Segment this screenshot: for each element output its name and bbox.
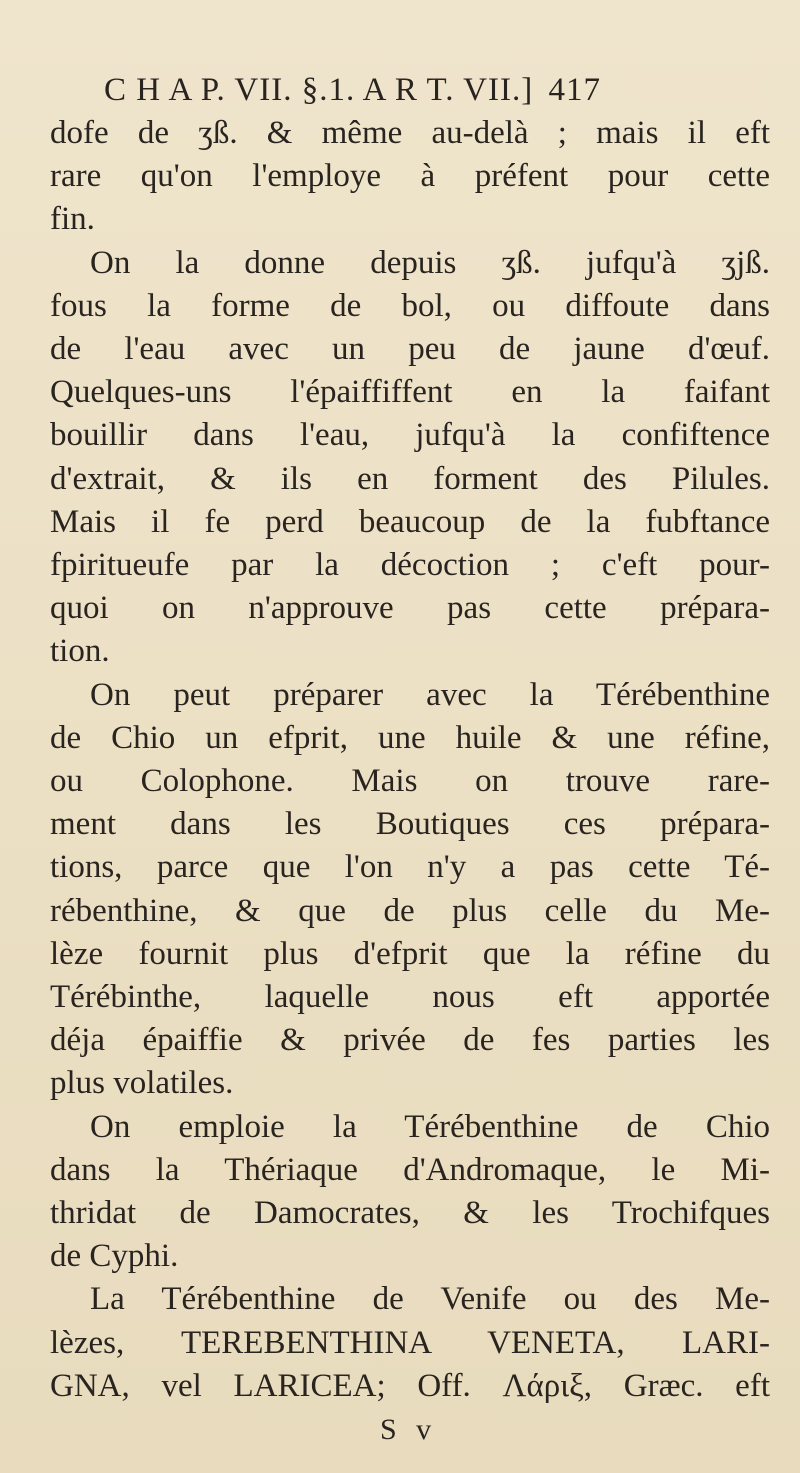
signature-mark: S v: [380, 1413, 438, 1447]
text-line: d'extrait, & ils en forment des Pilules.: [50, 460, 770, 497]
running-header: [50, 68, 770, 112]
text-line: déja épaiffie & privée de fes parties les: [50, 1022, 770, 1059]
text-line: ment dans les Boutiques ces prépara-: [50, 806, 770, 843]
text-line: tions, parce que l'on n'y a pas cette Té-: [50, 849, 770, 886]
text-line: fpiritueufe par la décoction ; c'eft pour-: [50, 547, 770, 584]
text-line: bouillir dans l'eau, jufqu'à la confiftence: [50, 417, 770, 454]
text-line: de l'eau avec un peu de jaune d'œuf.: [50, 331, 770, 368]
text-line: thridat de Damocrates, & les Trochifques: [50, 1195, 770, 1232]
text-line: de Cyphi.: [50, 1238, 179, 1275]
text-line: plus volatiles.: [50, 1065, 234, 1102]
text-line: La Térébenthine de Venife ou des Me-: [90, 1281, 770, 1318]
text-line: GNA, vel LARICEA; Off. Λάριξ, Græc. eft: [50, 1367, 770, 1404]
text-line: quoi on n'approuve pas cette prépara-: [50, 590, 770, 627]
text-line: ou Colophone. Mais on trouve rare-: [50, 763, 770, 800]
text-line: fous la forme de bol, ou diffoute dans: [50, 287, 770, 324]
text-line: On la donne depuis ʒß. jufqu'à ʒjß.: [90, 244, 770, 281]
text-line: On peut préparer avec la Térébenthine: [90, 676, 770, 713]
text-line: rébenthine, & que de plus celle du Me-: [50, 892, 770, 929]
text-line: lèzes, TEREBENTHINA VENETA, LARI-: [50, 1324, 770, 1361]
text-line: lèze fournit plus d'efprit que la réfine du: [50, 935, 770, 972]
page-number: 417: [548, 72, 601, 108]
body-text: [50, 112, 770, 1408]
text-line: rare qu'on l'employe à préfent pour cette: [50, 158, 770, 195]
text-line: Quelques-uns l'épaiffiffent en la faifant: [50, 374, 770, 411]
text-line: dofe de ʒß. & même au-delà ; mais il eft: [50, 115, 770, 151]
text-line: fin.: [50, 201, 95, 238]
running-head: C H A P. VII. §.1. A R T. VII.]: [104, 72, 534, 108]
text-line: de Chio un efprit, une huile & une réfine,: [50, 719, 770, 756]
text-line: Mais il fe perd beaucoup de la fubftance: [50, 503, 770, 540]
text-line: dans la Thériaque d'Andromaque, le Mi-: [50, 1151, 770, 1188]
text-line: Térébinthe, laquelle nous eft apportée: [50, 979, 770, 1016]
text-line: On emploie la Térébenthine de Chio: [90, 1108, 770, 1145]
text-line: tion.: [50, 633, 110, 670]
